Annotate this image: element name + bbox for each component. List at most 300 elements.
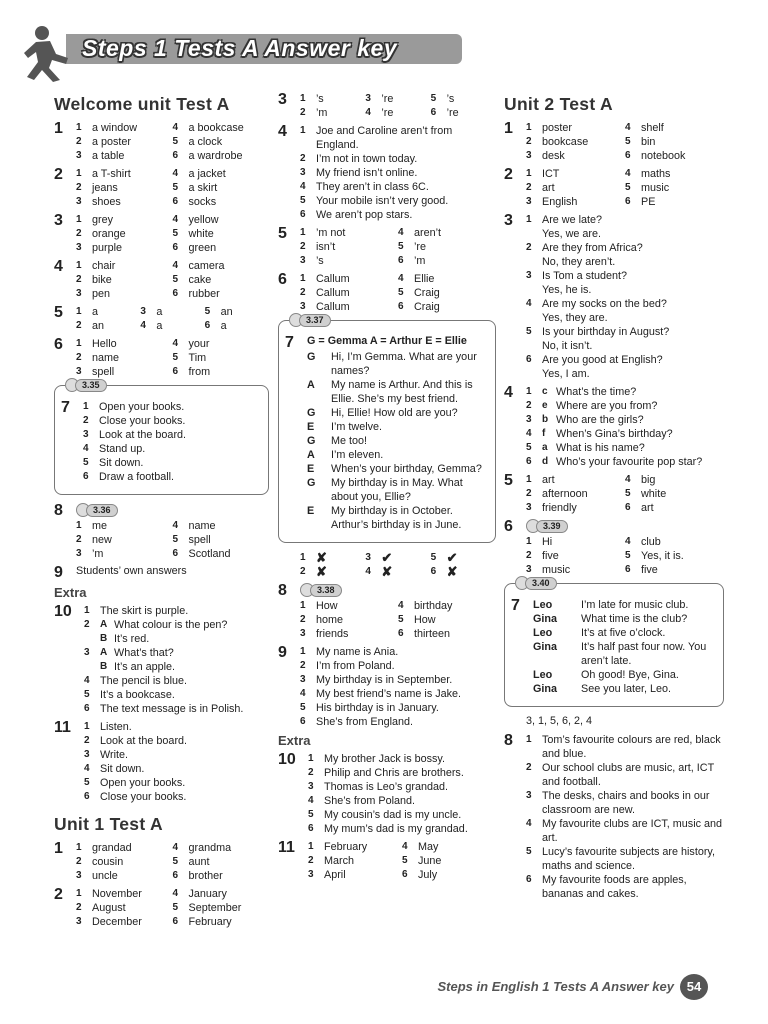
answer: Yes, it is. — [641, 550, 684, 562]
question-number: 2 — [504, 166, 513, 183]
section-title-unit2: Unit 2 Test A — [504, 94, 613, 114]
answer: The pencil is blue. — [100, 675, 188, 687]
speaker: Gina — [533, 613, 557, 625]
question-number: 8 — [504, 732, 513, 749]
answer: home — [316, 614, 344, 626]
question-number: 4 — [54, 258, 63, 275]
question-number: 5 — [54, 304, 63, 321]
answer: afternoon — [542, 488, 588, 500]
answer: Students’ own answers — [76, 565, 187, 577]
unit2-question-6 — [504, 519, 724, 577]
answer: Yes, they are. — [542, 312, 608, 324]
answer: The desks, chairs and books in our classroom are new. — [542, 790, 710, 816]
answer: a clock — [188, 136, 223, 148]
track-number: 3.37 — [299, 314, 331, 327]
answer: ’s — [446, 93, 455, 105]
answer-mark: ✔ — [381, 550, 393, 565]
track-number: 3.38 — [310, 584, 342, 597]
answer: Draw a football. — [99, 471, 175, 483]
speaker: A — [307, 449, 315, 461]
section-title-unit1: Unit 1 Test A — [54, 814, 163, 834]
answer: September — [188, 902, 242, 914]
question-8 — [54, 503, 269, 561]
question-9 — [54, 565, 269, 581]
answer: Scotland — [188, 548, 231, 560]
answer-grid: 1 ✘ 3 ✔ 5 ✔ 2 ✘ 4 ✘ 6 ✘ — [300, 551, 496, 579]
audio-track-tag — [76, 503, 118, 517]
answer: My favourite foods are apples, bananas and cakes. — [542, 874, 687, 900]
answer: art — [641, 502, 654, 514]
answer: What’s the time? — [556, 386, 637, 398]
listening-box-unit1-q7 — [278, 314, 496, 543]
answer-grid: 1 grey 4 yellow 2 orange 5 white 3 purple 6 green — [76, 213, 269, 255]
answer: Thomas is Leo’s grandad. — [324, 781, 449, 793]
unit1-question-11 — [278, 840, 496, 882]
answer: grandma — [188, 842, 232, 854]
dialog-line: It’s half past four now. You aren’t late. — [581, 641, 707, 667]
question-number: 9 — [278, 644, 287, 661]
question-number: 7 — [61, 399, 70, 416]
answer-list: 1 Tom’s favourite colours are red, black and blue. 2 Our school clubs are music, art, ICT and football. 3 The desks, chairs and books in our classroom are new. 4 My favourite clubs are ICT, music and art. 5 Lucy’s favourite subjects are history, maths and science. 6 My favourite foods are apples, bananas and cakes. — [526, 734, 723, 900]
answer: Sit down. — [100, 763, 145, 775]
question-number: 6 — [278, 271, 287, 288]
question-number: 10 — [54, 603, 72, 620]
question-text: Is your birthday in August? — [542, 326, 670, 338]
answer-block — [300, 583, 496, 641]
answer: cousin — [92, 856, 124, 868]
question-number: 1 — [504, 120, 513, 137]
unit1-question-8 — [278, 583, 496, 641]
dialog-line: Hi, Ellie! How old are you? — [331, 407, 458, 419]
answer: July — [418, 869, 438, 881]
answer-grid: 1 a 3 a 5 an 2 an 4 a 6 a — [76, 305, 269, 333]
question-text: Are my socks on the bed? — [542, 298, 667, 310]
answer: Yes, I am. — [542, 368, 590, 380]
answer: spell — [188, 534, 211, 546]
answer: My name is Ania. — [316, 646, 399, 658]
answer: She’s from Poland. — [324, 795, 416, 807]
answer: Callum — [316, 273, 350, 285]
answer: November — [92, 888, 142, 900]
answer-mark: ✔ — [446, 550, 458, 565]
answer-letter: b — [542, 414, 549, 425]
question-number: 3 — [54, 212, 63, 229]
answer: I’m from Poland. — [316, 660, 395, 672]
answer: shoes — [92, 196, 121, 208]
dialog-line: I’m late for music club. — [581, 599, 689, 611]
question-number: 10 — [278, 751, 296, 768]
question-number: 5 — [278, 225, 287, 242]
answer: PE — [641, 196, 656, 208]
footer-title: Steps in English 1 Tests A Answer key — [437, 979, 674, 994]
answer: socks — [188, 196, 217, 208]
speaker: A — [307, 379, 315, 391]
answer: English — [542, 196, 578, 208]
answer: Joe and Caroline aren’t from England. — [316, 125, 453, 151]
question-number: 3 — [504, 212, 513, 229]
answer: She’s from England. — [316, 716, 414, 728]
answer-grid: 1 ICT 4 maths 2 art 5 music 3 English 6 PE — [526, 167, 724, 209]
answer: It’s red. — [114, 633, 150, 645]
answer-grid: 1 ’m not 4 aren’t 2 isn’t 5 ’re 3 ’s 6 ’m — [300, 226, 496, 268]
answer: The skirt is purple. — [100, 605, 189, 617]
answer-mark: ✘ — [316, 550, 327, 565]
answer-letter: e — [542, 400, 548, 411]
answer: shelf — [641, 122, 664, 134]
audio-track-tag — [300, 583, 342, 597]
answer: big — [641, 474, 656, 486]
answer: grey — [92, 214, 114, 226]
question-11 — [54, 720, 269, 804]
page-number: 54 — [680, 974, 708, 1000]
answer: They aren’t in class 6C. — [316, 181, 429, 193]
answer: white — [641, 488, 667, 500]
answer: Who’s your favourite pop star? — [556, 456, 703, 468]
page-title: Steps 1 Tests A Answer key — [82, 35, 398, 61]
answer: Where are you from? — [556, 400, 658, 412]
answer: desk — [542, 150, 565, 162]
answer: a — [156, 320, 163, 332]
extra-heading: Extra — [278, 733, 311, 748]
unit2-question-3 — [504, 213, 724, 381]
answer-grid: 1 a window 4 a bookcase 2 a poster 5 a clock 3 a table 6 a wardrobe — [76, 121, 269, 163]
answer: Craig — [414, 287, 440, 299]
unit1-question-3 — [278, 92, 496, 120]
answer: ’re — [446, 107, 459, 119]
track-number: 3.40 — [525, 577, 557, 590]
answer-letter: c — [542, 386, 548, 397]
answer: Close your books. — [99, 415, 186, 427]
question-text: Are you good at English? — [542, 354, 663, 366]
unit1-question-5 — [278, 226, 496, 268]
answer: aren’t — [414, 227, 442, 239]
answer-grid: 1 art 4 big 2 afternoon 5 white 3 friendly 6 art — [526, 473, 724, 515]
audio-track-tag — [65, 378, 107, 392]
dialog-line: My birthday is in October. Arthur’s birthday is in June. — [331, 505, 462, 531]
question-number: 9 — [54, 564, 63, 581]
answer: Stand up. — [99, 443, 146, 455]
unit1-question-9 — [278, 645, 496, 729]
answer: brother — [188, 870, 223, 882]
answer: maths — [641, 168, 671, 180]
answer: Our school clubs are music, art, ICT and football. — [542, 762, 715, 788]
answer-block — [76, 503, 269, 561]
answer: a poster — [92, 136, 132, 148]
question-number: 3 — [278, 91, 287, 108]
answer: bin — [641, 136, 656, 148]
answer: new — [92, 534, 112, 546]
answer: Write. — [100, 749, 128, 761]
audio-track-tag — [289, 313, 331, 327]
column-2 — [278, 92, 496, 886]
answer: How — [414, 614, 436, 626]
track-number: 3.35 — [75, 379, 107, 392]
answer-list: 1 c What’s the time? 2 e Where are you from? 3 b Who are the girls? 4 f When’s Gina’s birthday? 5 a What is his name? 6 d Who’s your favourite pop star? — [526, 385, 724, 469]
answer: five — [641, 564, 658, 576]
dialog-line: I’m eleven. — [331, 449, 384, 461]
answer-list: 1 Are we late? Yes, we are. 2 Are they from Africa? No, they aren’t. 3 Is Tom a student? Yes, he is. 4 Are my socks on the bed? Yes, they are. 5 Is your birthday in August? No, it isn’t. 6 Are you good at English? Yes, I am. — [526, 213, 724, 381]
answer: Callum — [316, 287, 350, 299]
answer-list: 1 Joe and Caroline aren’t from England. 2 I’m not in town today. 3 My friend isn’t online. 4 They aren’t in class 6C. 5 Your mobile isn’t very good. 6 We aren’t pop stars. — [300, 124, 496, 222]
speaker-key: G = Gemma A = Arthur E = Ellie — [307, 335, 467, 347]
answer: isn’t — [316, 241, 336, 253]
speaker: G — [307, 351, 316, 363]
answer: ’m — [316, 107, 328, 119]
answer: birthday — [414, 600, 453, 612]
answer: uncle — [92, 870, 118, 882]
unit1-question-2 — [54, 887, 269, 929]
answer: aunt — [188, 856, 210, 868]
answer: The text message is in Polish. — [100, 703, 244, 715]
answer: It’s a bookcase. — [100, 689, 175, 701]
answer: My friend isn’t online. — [316, 167, 418, 179]
answer: When’s Gina’s birthday? — [556, 428, 673, 440]
listening-box-unit2-q7 — [504, 577, 724, 707]
answer-grid: 1 November 4 January 2 August 5 September 3 December 6 February — [76, 887, 269, 929]
answer: your — [188, 338, 210, 350]
answer: Hi — [542, 536, 553, 548]
answer: June — [418, 855, 442, 867]
answer: a jacket — [188, 168, 226, 180]
runner-logo-icon — [22, 24, 78, 82]
answer: His birthday is in January. — [316, 702, 439, 714]
answer: cake — [188, 274, 212, 286]
answer: friends — [316, 628, 349, 640]
answer: an — [220, 306, 233, 318]
answer: a window — [92, 122, 138, 134]
answer: My best friend’s name is Jake. — [316, 688, 462, 700]
dialog-line: Hi, I’m Gemma. What are your names? — [331, 351, 477, 377]
answer: poster — [542, 122, 573, 134]
answer: My birthday is in September. — [316, 674, 453, 686]
question-6 — [54, 337, 269, 379]
answer: ’s — [316, 93, 324, 105]
answer: grandad — [92, 842, 132, 854]
answer: We aren’t pop stars. — [316, 209, 413, 221]
answer: a — [220, 320, 227, 332]
answer: a T-shirt — [92, 168, 131, 180]
answer: music — [641, 182, 670, 194]
track-number: 3.36 — [86, 504, 118, 517]
answer: My cousin’s dad is my uncle. — [324, 809, 462, 821]
unit2-question-2 — [504, 167, 724, 209]
question-number: 6 — [504, 518, 513, 535]
answer: Your mobile isn’t very good. — [316, 195, 449, 207]
speaker: Leo — [533, 627, 553, 639]
answer: ’re — [381, 107, 394, 119]
unit2-question-1 — [504, 121, 724, 163]
answer: Ellie — [414, 273, 435, 285]
dialog-line: My name is Arthur. And this is Ellie. She’s my best friend. — [331, 379, 473, 405]
answer: friendly — [542, 502, 577, 514]
answer: Sit down. — [99, 457, 144, 469]
answer-block — [526, 519, 724, 577]
answer: Open your books. — [99, 401, 185, 413]
answer: camera — [188, 260, 225, 272]
answer-list: 1 My name is Ania. 2 I’m from Poland. 3 My birthday is in September. 4 My best friend’s name is Jake. 5 His birthday is in January. 6 She’s from England. — [300, 645, 496, 729]
answer: a — [156, 306, 163, 318]
question-3 — [54, 213, 269, 255]
answer: chair — [92, 260, 116, 272]
question-text: Are they from Africa? — [542, 242, 643, 254]
answer: ’m — [414, 255, 426, 267]
dialog-line: Me too! — [331, 435, 368, 447]
answer: music — [542, 564, 571, 576]
answer: name — [92, 352, 120, 364]
dialog-line: It’s at five o’clock. — [581, 627, 666, 639]
answer-grid: 1 a T-shirt 4 a jacket 2 jeans 5 a skirt 3 shoes 6 socks — [76, 167, 269, 209]
speaker: Gina — [533, 683, 557, 695]
answer: Craig — [414, 301, 440, 313]
answer: art — [542, 182, 555, 194]
answer: Yes, we are. — [542, 228, 602, 240]
section-title-welcome: Welcome unit Test A — [54, 94, 230, 114]
answer-list: 1 My brother Jack is bossy. 2 Philip and Chris are brothers. 3 Thomas is Leo’s grandad. 4 She’s from Poland. 5 My cousin’s dad is my uncle. 6 My mum’s dad is my grandad. — [308, 752, 496, 836]
answer: bookcase — [542, 136, 589, 148]
answer: February — [324, 841, 368, 853]
answer: May — [418, 841, 439, 853]
speaker: G — [307, 407, 316, 419]
answer: Listen. — [100, 721, 132, 733]
answer: My favourite clubs are ICT, music and art. — [542, 818, 723, 844]
answer-letter: d — [542, 456, 549, 467]
question-number: 8 — [278, 582, 287, 599]
answer: orange — [92, 228, 126, 240]
answer: Tom’s favourite colours are red, black and blue. — [542, 734, 721, 760]
unit2-question-4 — [504, 385, 724, 469]
answer: Tim — [188, 352, 207, 364]
answer: Close your books. — [100, 791, 187, 803]
question-7 — [61, 400, 262, 484]
track-number: 3.39 — [536, 520, 568, 533]
answer-grid: 1 Hello 4 your 2 name 5 Tim 3 spell 6 from — [76, 337, 269, 379]
answer: a wardrobe — [188, 150, 243, 162]
answer: an — [92, 320, 105, 332]
answer-list: 1 Listen. 2 Look at the board. 3 Write. 4 Sit down. 5 Open your books. 6 Close your books. — [84, 720, 269, 804]
answer: from — [188, 366, 211, 378]
answer: No, it isn’t. — [542, 340, 593, 352]
question-number: 8 — [54, 502, 63, 519]
answer-letter: a — [542, 442, 548, 453]
dialog-line: What time is the club? — [581, 613, 688, 625]
answer-grid: 1 grandad 4 grandma 2 cousin 5 aunt 3 uncle 6 brother — [76, 841, 269, 883]
answer: What colour is the pen? — [114, 619, 228, 631]
dialog-line: My birthday is in May. What about you, Ellie? — [331, 477, 463, 503]
speaker: E — [307, 421, 315, 433]
unit2-question-5 — [504, 473, 724, 515]
question-number: 11 — [54, 719, 71, 736]
speaker: E — [307, 505, 315, 517]
answer: purple — [92, 242, 123, 254]
answer-grid: 1 me 4 name 2 new 5 spell 3 ’m 6 Scotland — [76, 519, 269, 561]
answer: December — [92, 916, 142, 928]
answer: a bookcase — [188, 122, 244, 134]
answer: How — [316, 600, 338, 612]
answer: me — [92, 520, 107, 532]
page-header — [22, 24, 442, 82]
answer: March — [324, 855, 354, 867]
question-1 — [54, 121, 269, 163]
answer-grid: 1 Hi 4 club 2 five 5 Yes, it is. 3 music 6 five — [526, 535, 724, 577]
answer: What is his name? — [556, 442, 645, 454]
answer-grid: 1 How 4 birthday 2 home 5 How 3 friends 6 thirteen — [300, 599, 496, 641]
dialog-line: I’m twelve. — [331, 421, 382, 433]
unit1-question-1 — [54, 841, 269, 883]
answer-grid: 1 Callum 4 Ellie 2 Callum 5 Craig 3 Callum 6 Craig — [300, 272, 496, 314]
answer: Philip and Chris are brothers. — [324, 767, 464, 779]
speaker: G — [307, 435, 316, 447]
speaker: E — [307, 463, 315, 475]
answer: rubber — [188, 288, 220, 300]
question-number: 7 — [285, 334, 294, 351]
answer: thirteen — [414, 628, 451, 640]
question-10 — [54, 604, 269, 716]
answer: August — [92, 902, 126, 914]
answer: a table — [92, 150, 125, 162]
answer: bike — [92, 274, 112, 286]
answer: art — [542, 474, 555, 486]
question-number: 11 — [278, 839, 295, 856]
answer-grid: 1 February 4 May 2 March 5 June 3 April 6 July — [308, 840, 496, 882]
page-footer — [0, 974, 768, 1002]
column-3 — [504, 92, 724, 905]
answer: name — [188, 520, 216, 532]
answer: Callum — [316, 301, 350, 313]
answer: ’m not — [316, 227, 346, 239]
answer: Open your books. — [100, 777, 186, 789]
answer: green — [188, 242, 217, 254]
answer: Look at the board. — [100, 735, 188, 747]
question-number: 4 — [278, 123, 287, 140]
answer: My brother Jack is bossy. — [324, 753, 446, 765]
listening-box-q7 — [54, 379, 269, 495]
question-5 — [54, 305, 269, 333]
unit1-question-6 — [278, 272, 496, 314]
answer: pen — [92, 288, 111, 300]
answer-mark: ✘ — [316, 564, 327, 579]
answer: white — [188, 228, 214, 240]
answer-mark: ✘ — [446, 564, 458, 579]
question-number: 2 — [54, 166, 63, 183]
answer: ’re — [414, 241, 426, 253]
unit1-question-7-marks — [278, 551, 496, 579]
answer: spell — [92, 366, 115, 378]
answer: jeans — [92, 182, 118, 194]
dialog-line: See you later, Leo. — [581, 683, 672, 695]
unit1-question-7 — [285, 335, 489, 532]
answer-letter: f — [542, 428, 546, 439]
answer-grid: 1 poster 4 shelf 2 bookcase 5 bin 3 desk 6 notebook — [526, 121, 724, 163]
answer: It’s an apple. — [114, 661, 176, 673]
answer: five — [542, 550, 559, 562]
question-number: 4 — [504, 384, 513, 401]
question-number: 1 — [54, 840, 63, 857]
speaker: Leo — [533, 599, 553, 611]
question-4 — [54, 259, 269, 301]
answer: ’m — [92, 548, 104, 560]
answer: What’s that? — [114, 647, 174, 659]
unit2-question-8 — [504, 733, 724, 901]
answer: ICT — [542, 168, 560, 180]
answer: My mum’s dad is my grandad. — [324, 823, 468, 835]
unit1-question-10 — [278, 752, 496, 836]
question-number: 2 — [54, 886, 63, 903]
answer-list: 1 The skirt is purple. 2 A What colour is the pen? B It’s red. 3 A What’s that? B It’s an apple. 4 The pencil is blue. 5 It’s a bookcase. 6 The text message is in Polish. — [84, 604, 269, 716]
extra-heading: Extra — [54, 585, 87, 600]
speaker: G — [307, 477, 316, 489]
speaker: Leo — [533, 669, 553, 681]
answer: a — [92, 306, 99, 318]
